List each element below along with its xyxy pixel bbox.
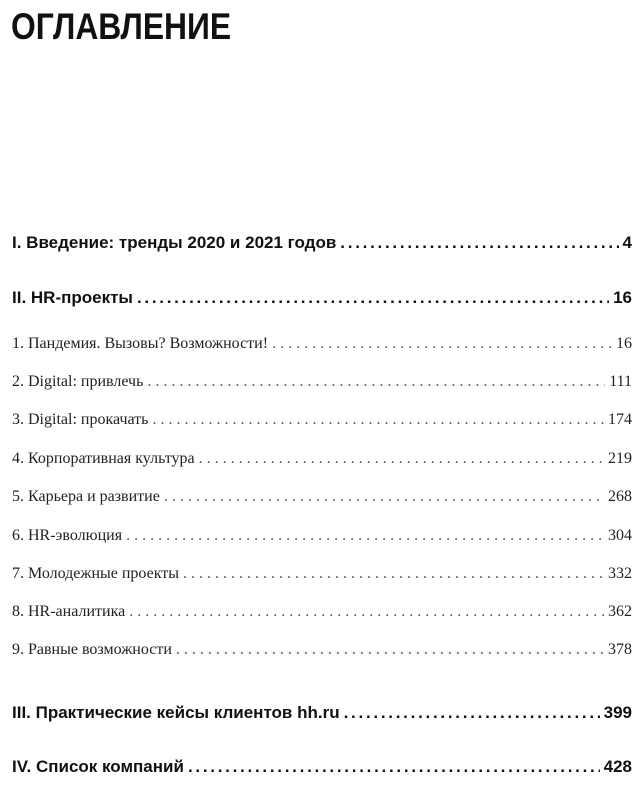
page-title: ОГЛАВЛЕНИЕ	[11, 6, 232, 47]
dot-leader	[176, 641, 604, 659]
dot-leader	[183, 565, 604, 583]
toc-entry-hr-analytics[interactable]	[12, 603, 632, 621]
toc-entry-corporate-culture[interactable]	[12, 450, 632, 468]
toc-entry-introduction[interactable]	[12, 233, 632, 253]
toc-entry-label: 5. Карьера и развитие	[12, 488, 160, 505]
toc-entry-label: 1. Пандемия. Вызовы? Возможности!	[12, 335, 269, 352]
toc-entry-label: IV. Список компаний	[12, 757, 184, 776]
dot-leader	[137, 288, 609, 308]
toc-entry-page: 362	[608, 603, 632, 620]
dot-leader	[344, 703, 600, 723]
dot-leader	[147, 373, 605, 391]
toc-entry-career[interactable]	[12, 488, 632, 506]
toc-entry-label: III. Практические кейсы клиентов hh.ru	[12, 703, 340, 722]
toc-entry-page: 219	[608, 450, 632, 467]
dot-leader	[340, 233, 618, 253]
dot-leader	[129, 603, 604, 621]
toc-entry-page: 268	[608, 488, 632, 505]
toc-entry-hr-evolution[interactable]	[12, 527, 632, 545]
toc-entry-label: 4. Корпоративная культура	[12, 450, 195, 467]
toc-entry-page: 16	[616, 335, 632, 352]
toc-entry-label: 6. HR-эволюция	[12, 527, 123, 544]
toc-entry-page: 174	[608, 411, 632, 428]
dot-leader	[188, 757, 600, 777]
toc-entry-label: I. Введение: тренды 2020 и 2021 годов	[12, 233, 337, 252]
dot-leader	[152, 411, 604, 429]
toc-entry-youth-projects[interactable]	[12, 565, 632, 583]
toc-entry-page: 304	[608, 527, 632, 544]
toc-entry-equal-opportunities[interactable]	[12, 641, 632, 659]
dot-leader	[199, 450, 604, 468]
toc-entry-label: 2. Digital: привлечь	[12, 373, 144, 390]
toc-entry-label: II. HR-проекты	[12, 288, 133, 307]
toc-entry-label: 8. HR-аналитика	[12, 603, 126, 620]
toc-entry-client-cases[interactable]	[12, 703, 632, 723]
toc-entry-page: 111	[609, 373, 632, 390]
toc-entry-label: 3. Digital: прокачать	[12, 411, 149, 428]
dot-leader	[126, 527, 604, 545]
toc-entry-digital-attract[interactable]	[12, 373, 632, 391]
toc-entry-page: 399	[603, 703, 632, 722]
toc-entry-label: 9. Равные возможности	[12, 641, 172, 658]
toc-entry-digital-upgrade[interactable]	[12, 411, 632, 429]
toc-entry-pandemic[interactable]	[12, 335, 632, 353]
toc-entry-page: 16	[613, 288, 632, 307]
dot-leader	[164, 488, 604, 506]
toc-entry-page: 378	[608, 641, 632, 658]
toc-entry-label: 7. Молодежные проекты	[12, 565, 180, 582]
toc-entry-page: 428	[603, 757, 632, 776]
dot-leader	[272, 335, 612, 353]
toc-entry-company-list[interactable]	[12, 757, 632, 777]
toc-entry-page: 4	[622, 233, 632, 252]
toc-entry-page: 332	[608, 565, 632, 582]
toc-entry-hr-projects[interactable]	[12, 288, 632, 308]
